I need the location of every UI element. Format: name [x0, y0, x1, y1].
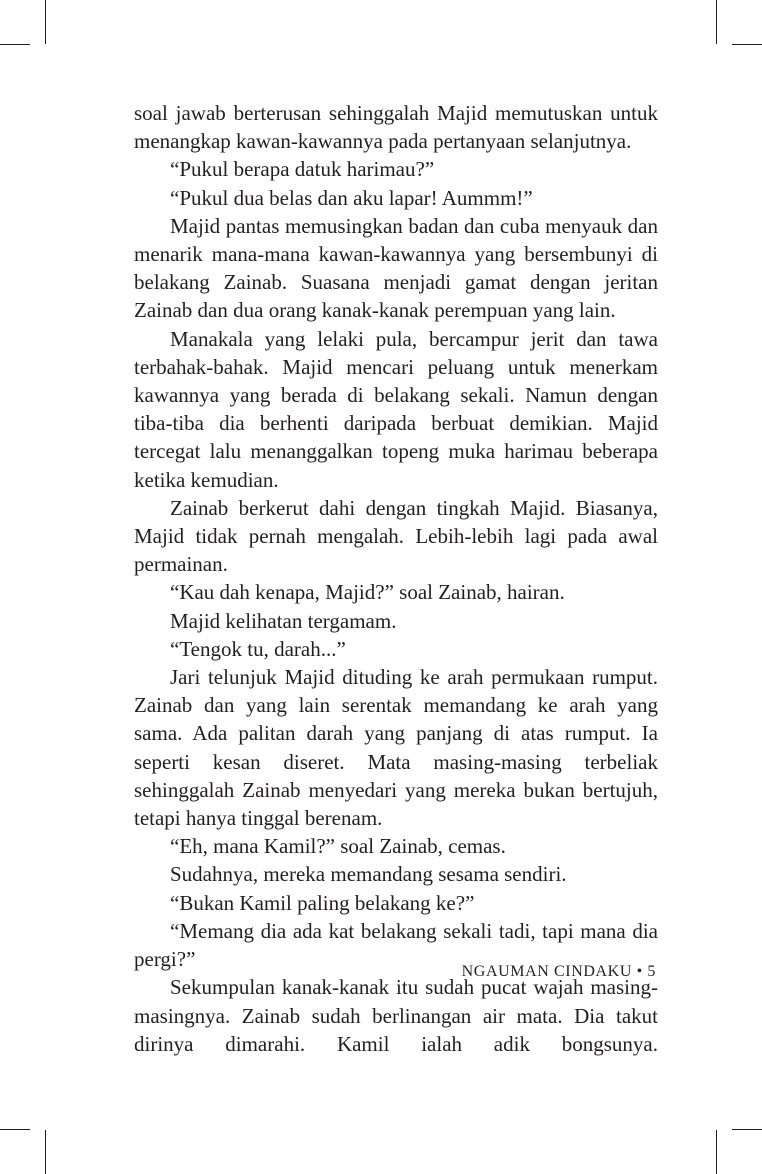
crop-mark-bottom-right-vertical	[716, 1130, 717, 1174]
paragraph: “Memang dia ada kat belakang sekali tadi, tapi mana dia pergi?”	[134, 918, 658, 972]
paragraph: “Kau dah kenapa, Majid?” soal Zainab, hairan.	[170, 580, 565, 605]
crop-mark-bottom-left-vertical	[45, 1130, 46, 1174]
crop-mark-bottom-right-horizontal	[732, 1129, 762, 1130]
crop-mark-bottom-left-horizontal	[0, 1129, 30, 1130]
crop-mark-top-right-horizontal	[732, 44, 762, 45]
paragraph: Manakala yang lelaki pula, bercampur jerit dan tawa terbahak-bahak. Majid mencari peluang untuk menerkam kawannya yang berada di belakang sekali. Namun dengan tiba-tiba dia berhenti daripada berbuat demikian. Majid tercegat lalu menanggalkan topeng muka harimau beberapa ketika kemudian.	[134, 326, 658, 492]
crop-mark-top-right-vertical	[716, 0, 717, 44]
paragraph: Sekumpulan kanak-kanak itu sudah pucat wajah masing-masingnya. Zainab sudah berlinangan air mata. Dia takut dirinya dimarahi. Kamil ialah adik bongsunya.	[134, 975, 658, 1056]
body-text	[134, 99, 658, 1058]
paragraph: Zainab berkerut dahi dengan tingkah Majid. Biasanya, Majid tidak pernah mengalah. Lebih-lebih lagi pada awal permainan.	[134, 495, 658, 577]
paragraph: Jari telunjuk Majid dituding ke arah permukaan rumput. Zainab dan yang lain serentak memandang ke arah yang sama. Ada palitan darah yang panjang di atas rumput. Ia seperti kesan diseret. Mata masing-masing terbeliak sehinggalah Zainab menyedari yang mereka bukan bertujuh, tetapi hanya tinggal berenam.	[134, 665, 658, 831]
paragraph: “Pukul dua belas dan aku lapar! Aummm!”	[170, 185, 533, 210]
paragraph: Sudahnya, mereka memandang sesama sendiri.	[170, 862, 567, 887]
paragraph: “Bukan Kamil paling belakang ke?”	[170, 890, 475, 915]
crop-mark-top-left-vertical	[45, 0, 46, 44]
paragraph: “Tengok tu, darah...”	[170, 636, 346, 661]
paragraph: Majid kelihatan tergamam.	[170, 608, 397, 633]
paragraph: Majid pantas memusingkan badan dan cuba menyauk dan menarik mana-mana kawan-kawannya yang bersembunyi di belakang Zainab. Suasana menjadi gamat dengan jeritan Zainab dan dua orang kanak-kanak perempuan yang lain.	[134, 213, 658, 323]
paragraph: soal jawab berterusan sehinggalah Majid memutuskan untuk menangkap kawan-kawannya pada pertanyaan selanjutnya.	[134, 101, 658, 154]
paragraph: “Pukul berapa datuk harimau?”	[170, 157, 435, 182]
running-footer: NGAUMAN CINDAKU • 5	[461, 963, 656, 980]
paragraph: “Eh, mana Kamil?” soal Zainab, cemas.	[170, 834, 506, 859]
crop-mark-top-left-horizontal	[0, 44, 30, 45]
